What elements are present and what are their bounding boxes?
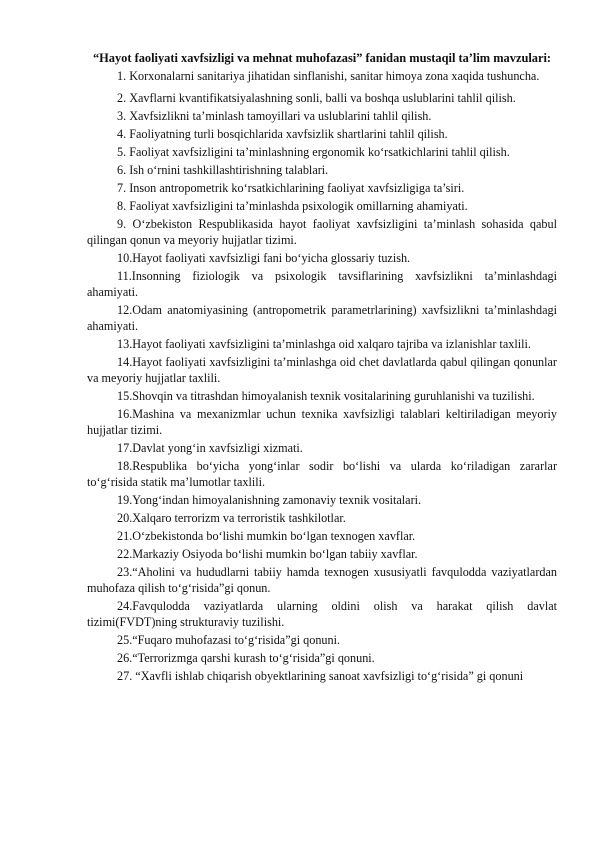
list-item: 25.“Fuqaro muhofazasi to‘g‘risida”gi qonuni.	[117, 633, 341, 647]
list-item: 11.Insonning fiziologik va psixologik tavsiflarining xavfsizlikni ta’minlashdagi ahamiyati.	[87, 269, 557, 299]
list-item: 24.Favqulodda vaziyatlarda ularning oldini olish va harakat qilish davlat tizimi(FVDT)ning strukturaviy tuzilishi.	[87, 599, 557, 629]
list-item: 5. Faoliyat xavfsizligini ta’minlashning ergonomik ko‘rsatkichlarini tahlil qilish.	[117, 145, 510, 159]
list-item: 26.“Terrorizmga qarshi kurash to‘g‘risida”gi qonuni.	[117, 651, 375, 665]
list-item: 8. Faoliyat xavfsizligini ta’minlashda psixologik omillarning ahamiyati.	[117, 199, 468, 213]
list-item: 2. Xavflarni kvantifikatsiyalashning sonli, balli va boshqa uslublarini tahlil qilish.	[117, 91, 516, 105]
list-item: 4. Faoliyatning turli bosqichlarida xavfsizlik shartlarini tahlil qilish.	[117, 127, 448, 141]
list-item: 12.Odam anatomiyasining (antropometrik parametrlarining) xavfsizlikni ta’minlashdagi ahamiyati.	[87, 303, 557, 333]
page-title: “Hayot faoliyati xavfsizligi va mehnat muhofazasi” fanidan mustaqil ta’lim mavzulari:	[92, 51, 552, 65]
list-item: 10.Hayot faoliyati xavfsizligi fani bo‘yicha glossariy tuzish.	[117, 251, 411, 265]
list-item: 13.Hayot faoliyati xavfsizligini ta’minlashga oid xalqaro tajriba va izlanishlar taxlili.	[117, 337, 531, 351]
list-item: 18.Respublika bo‘yicha yong‘inlar sodir bo‘lishi va ularda ko‘riladigan zararlar to‘g‘risida statik ma’lumotlar taxlili.	[87, 459, 557, 489]
list-item: 17.Davlat yong‘in xavfsizligi xizmati.	[117, 441, 303, 455]
list-item: 6. Ish o‘rnini tashkillashtirishning talablari.	[117, 163, 329, 177]
list-item: 14.Hayot faoliyati xavfsizligini ta’minlashga oid chet davlatlarda qabul qilingan qonunlar va meyoriy hujjatlar taxlili.	[87, 355, 557, 385]
topic-list	[87, 68, 557, 684]
list-item: 19.Yong‘indan himoyalanishning zamonaviy texnik vositalari.	[117, 493, 422, 507]
list-item: 21.O‘zbekistonda bo‘lishi mumkin bo‘lgan texnogen xavflar.	[117, 529, 416, 543]
list-item: 1. Korxonalarni sanitariya jihatidan sinflanishi, sanitar himoya zona xaqida tushuncha.	[117, 69, 540, 83]
document-page	[87, 50, 557, 686]
list-item: 16.Mashina va mexanizmlar uchun texnika xavfsizligi talablari keltiriladigan meyoriy hujjatlar tizimi.	[87, 407, 557, 437]
list-item: 23.“Aholini va hududlarni tabiiy hamda texnogen xususiyatli favqulodda vaziyatlardan muhofaza qilish to‘g‘risida”gi qonun.	[87, 565, 557, 595]
list-item: 9. O‘zbekiston Respublikasida hayot faoliyat xavfsizligini ta’minlash sohasida qabul qilingan qonun va meyoriy hujjatlar tizimi.	[87, 217, 557, 247]
list-item: 7. Inson antropometrik ko‘rsatkichlarining faoliyat xavfsizligiga ta’siri.	[117, 181, 465, 195]
list-item: 20.Xalqaro terrorizm va terroristik tashkilotlar.	[117, 511, 346, 525]
list-item: 15.Shovqin va titrashdan himoyalanish texnik vositalarining guruhlanishi va tuzilishi.	[117, 389, 535, 403]
list-item: 22.Markaziy Osiyoda bo‘lishi mumkin bo‘lgan tabiiy xavflar.	[117, 547, 418, 561]
list-item: 3. Xavfsizlikni ta’minlash tamoyillari va uslublarini tahlil qilish.	[117, 109, 432, 123]
list-item: 27. “Xavfli ishlab chiqarish obyektlarining sanoat xavfsizligi to‘g‘risida” gi qonuni	[117, 669, 524, 683]
